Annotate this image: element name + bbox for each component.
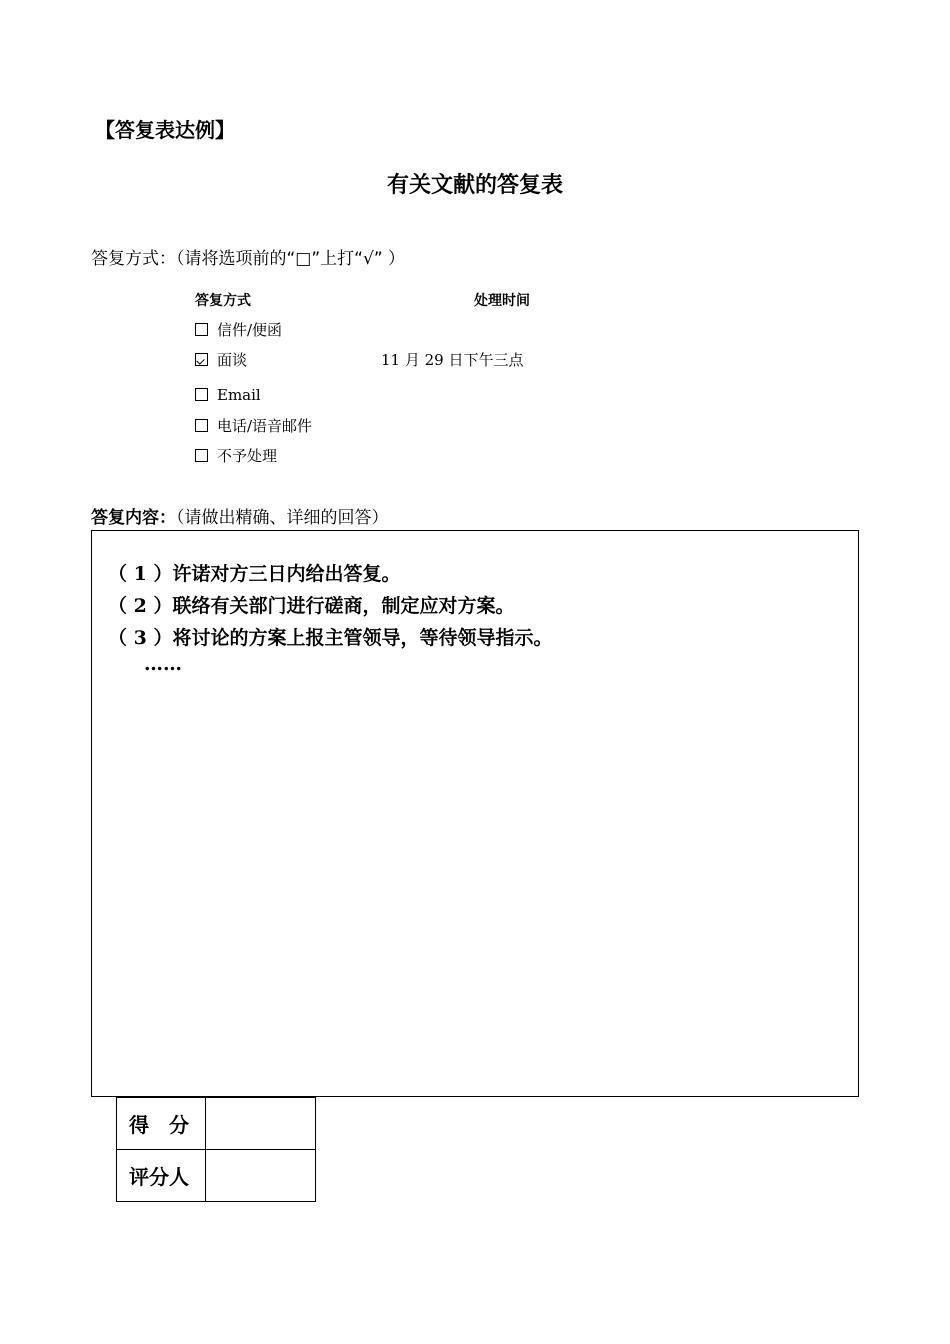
checkbox[interactable] [195, 323, 208, 336]
option-label: 电话/语音邮件 [217, 417, 313, 435]
checkbox[interactable] [195, 388, 208, 401]
score-table [116, 1097, 316, 1202]
checkbox-checked[interactable] [195, 353, 208, 366]
grader-label: 评分人 [117, 1150, 206, 1202]
option-label: 不予处理 [217, 447, 278, 465]
reply-content-label-bold: 答复内容： [91, 508, 176, 528]
reply-content-box[interactable] [91, 530, 859, 1097]
option-letter[interactable] [195, 319, 282, 340]
reply-method-prompt: 答复方式：（请将选项前的“□”上打“√” ） [91, 249, 406, 269]
check-mark-icon [196, 356, 204, 364]
content-line-1: （ 1 ）许诺对方三日内给出答复。 [108, 563, 401, 585]
option-email[interactable] [195, 386, 261, 404]
document-title: 有关文献的答复表 [386, 173, 563, 198]
content-line-2: （ 2 ）联络有关部门进行磋商，制定应对方案。 [108, 595, 515, 617]
checkbox[interactable] [195, 449, 208, 462]
option-label: Email [217, 386, 261, 404]
grader-value-cell[interactable] [206, 1150, 316, 1202]
column-header-method: 答复方式 [195, 293, 251, 309]
option-label: 面谈 [217, 351, 248, 369]
option-meeting[interactable] [195, 349, 247, 370]
reply-content-label-hint: （请做出精确、详细的回答） [176, 508, 389, 528]
option-no-action[interactable] [195, 445, 277, 466]
option-phone[interactable] [195, 415, 312, 436]
option-label: 信件/便函 [217, 321, 283, 339]
processing-time: 11 月 29 日下午三点 [381, 351, 524, 369]
content-line-3: （ 3 ）将讨论的方案上报主管领导，等待领导指示。 [108, 627, 553, 649]
score-label: 得 分 [117, 1098, 206, 1150]
checkbox[interactable] [195, 419, 208, 432]
column-header-time: 处理时间 [474, 293, 530, 309]
content-ellipsis: …… [144, 653, 182, 675]
reply-content-label [91, 503, 389, 528]
section-label: 【答复表达例】 [95, 118, 235, 142]
score-value-cell[interactable] [206, 1098, 316, 1150]
